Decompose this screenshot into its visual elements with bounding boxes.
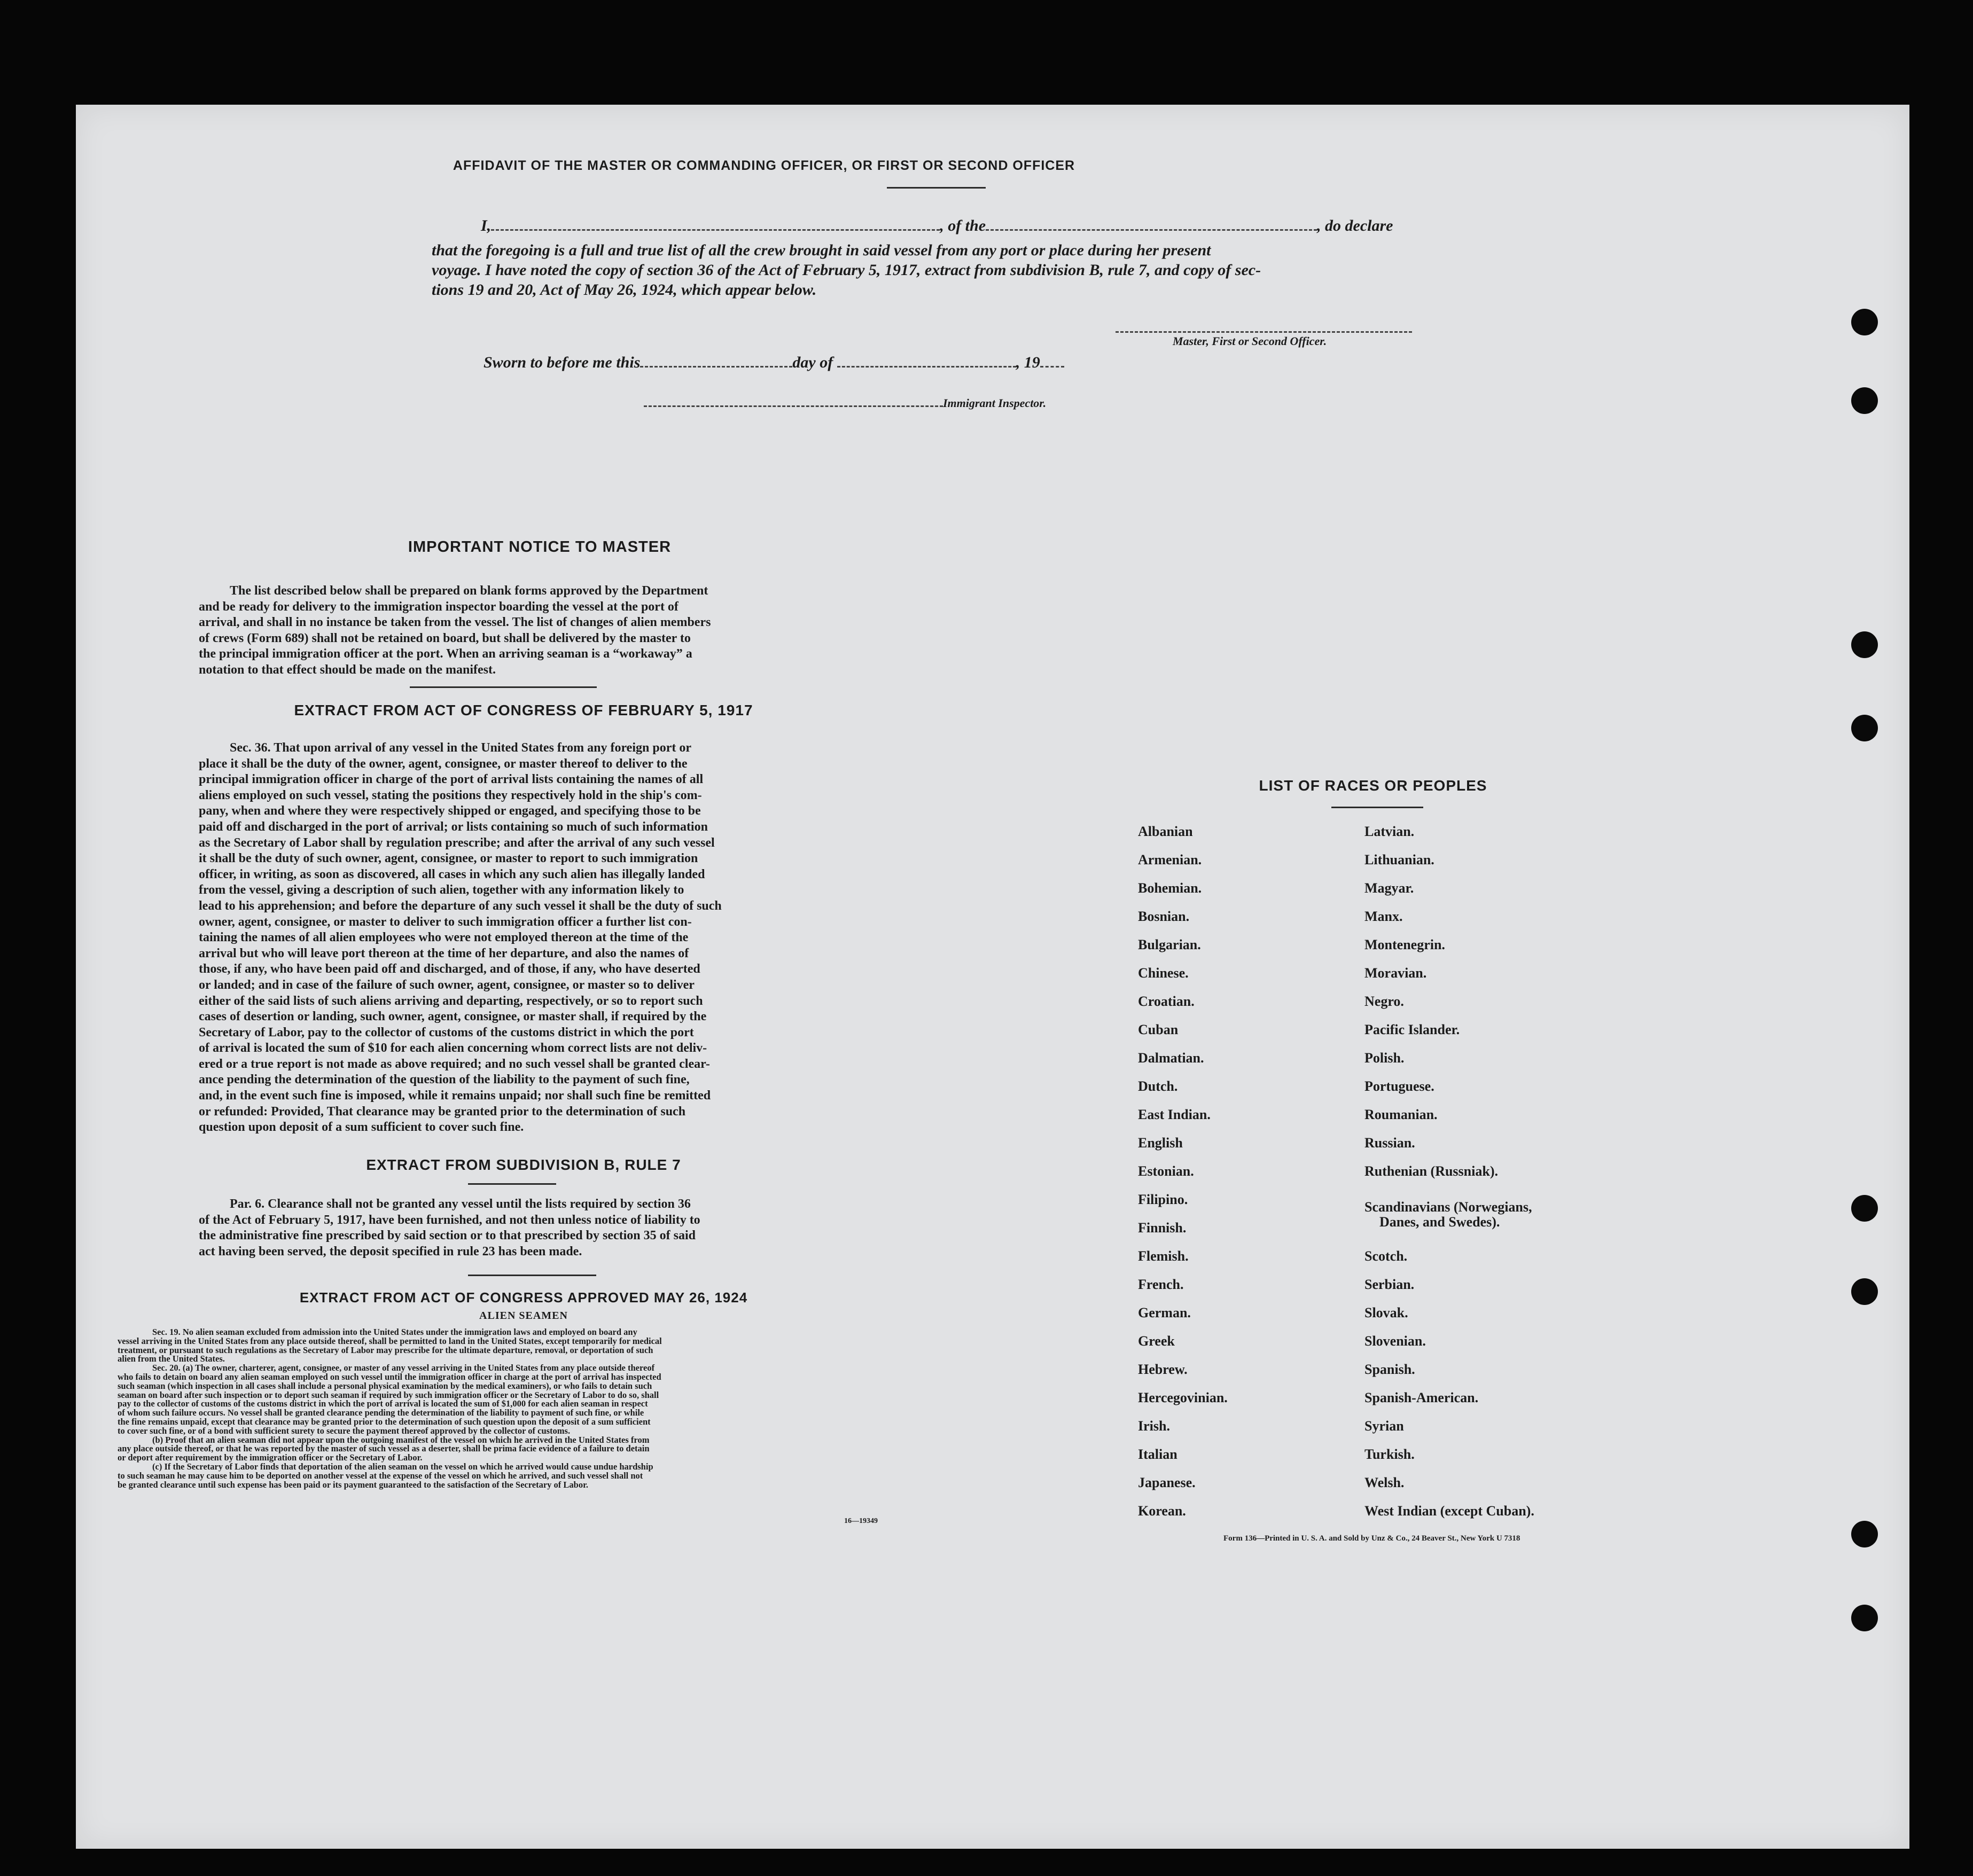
divider [887,187,986,189]
extract-1924-line: such seaman (which inspection in all cases shall include a personal physical examination by the medical examiners), or who fails to detain such [118,1380,652,1391]
race-item: Moravian. [1364,965,1427,981]
race-item: Spanish. [1364,1362,1415,1377]
extract-1924-line: who fails to detain on board any alien seaman employed on such vessel until the immigration officer in charge at the port of arrival has inspected [118,1371,661,1382]
extract-1924-line: Sec. 20. (a) The owner, charterer, agent, consignee, or master of any vessel arriving in the United States from any place outside thereof [152,1363,655,1373]
extract-1917-body [199,740,807,1136]
race-item-continued: Danes, and Swedes). [1379,1214,1500,1230]
notice-line: of crews (Form 689) shall not be retained on board, but shall be delivered by the master to [199,631,691,645]
race-item: Syrian [1364,1418,1404,1434]
extract-1917-line: officer, in writing, as soon as discovered, all cases in which any such alien has illegally landed [199,867,705,881]
race-item: Serbian. [1364,1277,1415,1292]
race-item: Finnish. [1138,1220,1187,1236]
race-item: Roumanian. [1364,1107,1438,1122]
extract-1924-line: to cover such fine, or of a bond with sufficient surety to secure the payment thereof approved by the collector of customs. [118,1425,571,1436]
sworn-day-field[interactable] [640,366,792,368]
divider [410,686,597,688]
race-item: Irish. [1138,1418,1170,1434]
vessel-name-field[interactable] [986,229,1317,231]
extract-1917-line: either of the said lists of such aliens arriving and departing, respectively, or so to report such [199,994,703,1008]
day-of-label: day of [792,354,833,371]
notice-line: arrival, and shall in no instance be taken from the vessel. The list of changes of alien members [199,615,711,629]
do-declare-label: , do declare [1317,217,1393,234]
punch-hole [1851,1278,1878,1305]
of-the-label: , of the [940,217,986,234]
year-label: , 19 [1016,354,1040,371]
race-item: Bosnian. [1138,909,1190,924]
sworn-month-field[interactable] [837,366,1016,368]
punch-hole [1851,1195,1878,1222]
race-item: Flemish. [1138,1248,1189,1264]
extract-rule7-line: act having been served, the deposit specified in rule 23 has been made. [199,1244,582,1259]
extract-1924-line: of whom such failure occurs. No vessel shall be granted clearance pending the determination of the liability to payment of such fine, or while [118,1408,644,1418]
race-item: Bulgarian. [1138,937,1201,952]
race-item: Filipino. [1138,1192,1188,1207]
notice-line: and be ready for delivery to the immigration inspector boarding the vessel at the port of [199,599,679,614]
extract-1917-line: and, in the event such fine is imposed, while it remains unpaid; nor shall such fine be remitted [199,1089,711,1103]
officer-name-field[interactable] [491,229,940,231]
race-item: Portuguese. [1364,1078,1434,1094]
inspector-label: Immigrant Inspector. [943,396,1047,410]
divider [468,1275,596,1276]
race-item: Russian. [1364,1135,1415,1151]
race-item: Hercegovinian. [1138,1390,1228,1405]
race-item: Japanese. [1138,1475,1196,1490]
master-signature-label: Master, First or Second Officer. [1173,334,1327,348]
punch-hole [1851,715,1878,741]
declaration-body [432,240,1447,300]
master-signature-field[interactable] [1116,331,1412,333]
punch-hole [1851,387,1878,414]
race-item: Albanian [1138,824,1193,839]
extract-1924-title: EXTRACT FROM ACT OF CONGRESS APPROVED MAY 26, 1924 [299,1289,748,1306]
race-item: Montenegrin. [1364,937,1445,952]
extract-1924-line: to such seaman he may cause him to be deported on another vessel at the expense of the vessel on which he arrived, and such vessel shall not [118,1470,643,1481]
race-item: Ruthenian (Russniak). [1364,1163,1498,1179]
notice-line: notation to that effect should be made on the manifest. [199,662,496,677]
extract-1924-line: (b) Proof that an alien seaman did not appear upon the outgoing manifest of the vessel on which he arrived in the United States from [152,1434,650,1445]
extract-1917-line: Secretary of Labor, pay to the collector of customs of the customs district in which the port [199,1025,694,1039]
race-item: Negro. [1364,994,1404,1009]
race-item: Estonian. [1138,1163,1194,1179]
extract-1924-line: treatment, or pursuant to such regulations as the Secretary of Labor may prescribe for the ultimate departure, removal, or deportation of such [118,1345,653,1355]
divider [1331,807,1423,808]
inspector-signature-field[interactable] [644,405,943,407]
race-item: Spanish-American. [1364,1390,1479,1405]
extract-1924-line: alien from the United States. [118,1354,225,1364]
extract-1924-subtitle: ALIEN SEAMEN [479,1310,568,1322]
race-item: Magyar. [1364,880,1414,896]
race-item: Bohemian. [1138,880,1202,896]
form-code: 16—19349 [844,1517,878,1525]
i-label: I, [481,217,492,234]
race-item: Slovak. [1364,1305,1408,1320]
punch-hole [1851,1605,1878,1631]
sworn-label: Sworn to before me this [483,354,641,371]
extract-1924-body [118,1328,891,1489]
race-item: Italian [1138,1447,1177,1462]
extract-1917-line: of arrival is located the sum of $10 for each alien concerning whom correct lists are not deliv- [199,1041,707,1056]
extract-1917-line: pany, when and where they were respectively shipped or engaged, and specifying those to be [199,804,701,818]
declaration-body-line: that the foregoing is a full and true list of all the crew brought in said vessel from any port or place during her present [432,241,1211,259]
extract-1917-line: cases of desertion or landing, such owner, agent, consignee, or master shall, if required by the [199,1010,707,1024]
extract-rule7-line: Par. 6. Clearance shall not be granted any vessel until the lists required by section 36 [230,1197,691,1211]
declaration-body-line: tions 19 and 20, Act of May 26, 1924, which appear below. [432,281,817,299]
declaration-line [481,217,1442,235]
race-item: Cuban [1138,1022,1179,1037]
extract-1917-line: aliens employed on such vessel, stating the positions they respectively hold in the ship's com- [199,788,702,802]
extract-1924-line: vessel arriving in the United States from any place outside thereof, shall be permitted to land in the United States, except temporarily for medical [118,1335,662,1346]
race-item: Chinese. [1138,965,1189,981]
race-item: Armenian. [1138,852,1202,867]
race-item: Dalmatian. [1138,1050,1204,1066]
extract-1924-line: be granted clearance until such expense has been paid or its payment guaranteed to the satisfaction of the Secretary of Labor. [118,1479,589,1490]
extract-1917-line: it shall be the duty of such owner, agent, consignee, or master to report to such immigration [199,851,698,866]
printer-imprint: Form 136—Printed in U. S. A. and Sold by Unz & Co., 24 Beaver St., New York U 7318 [1223,1534,1520,1543]
extract-rule7-line: the administrative fine prescribed by said section or to that prescribed by section 35 of said [199,1229,696,1243]
notice-line: the principal immigration officer at the port. When an arriving seaman is a “workaway” a [199,647,692,661]
punch-hole [1851,309,1878,335]
race-item: Latvian. [1364,824,1415,839]
race-item: Slovenian. [1364,1333,1426,1349]
extract-1917-line: or landed; and in case of the failure of such owner, agent, consignee, or master so to deliver [199,978,695,992]
race-item: Polish. [1364,1050,1405,1066]
extract-1924-line: pay to the collector of customs of the customs district in which the port of arrival is located the sum of $1,000 for each alien seaman in respect [118,1398,648,1409]
race-item: Welsh. [1364,1475,1405,1490]
extract-1917-line: taining the names of all alien employees who were not employed thereon at the time of the [199,931,689,945]
race-item: Greek [1138,1333,1175,1349]
race-item: German. [1138,1305,1191,1320]
extract-1917-line: Sec. 36. That upon arrival of any vessel in the United States from any foreign port or [230,741,691,755]
punch-hole [1851,631,1878,658]
extract-1917-line: ered or a true report is not made as above required; and no such vessel shall be granted clear- [199,1057,710,1071]
race-item: East Indian. [1138,1107,1211,1122]
races-title: LIST OF RACES OR PEOPLES [1259,777,1487,794]
extract-1917-line: arrival but who will leave port thereon at the time of her departure, and also the names of [199,946,689,960]
extract-1917-line: those, if any, who have been paid off and discharged, and of those, if any, who have deserted [199,962,700,976]
extract-rule7-body [199,1197,807,1260]
race-item: Turkish. [1364,1447,1415,1462]
race-item: Lithuanian. [1364,852,1434,867]
declaration-body-line: voyage. I have noted the copy of section 36 of the Act of February 5, 1917, extract from subdivision B, rule 7, and copy of sec- [432,261,1261,279]
extract-rule7-line: of the Act of February 5, 1917, have been furnished, and not then unless notice of liability to [199,1213,700,1227]
extract-1917-line: from the vessel, giving a description of such alien, together with any information likely to [199,883,684,897]
affidavit-title: AFFIDAVIT OF THE MASTER OR COMMANDING OFFICER, OR FIRST OR SECOND OFFICER [453,158,1075,173]
race-item: Scandinavians (Norwegians, [1364,1199,1532,1215]
divider [468,1183,556,1185]
inspector-line [644,396,1046,410]
extract-1924-line: or deport after requirement by the immigration officer or the Secretary of Labor. [118,1452,423,1463]
notice-line: The list described below shall be prepared on blank forms approved by the Department [230,584,708,598]
extract-1917-line: principal immigration officer in charge of the port of arrival lists containing the names of all [199,772,704,787]
extract-1924-line: (c) If the Secretary of Labor finds that deportation of the alien seaman on the vessel on which he arrived would cause undue hardship [152,1461,653,1472]
race-item: Korean. [1138,1503,1186,1519]
extract-1917-line: ance pending the determination of the question of the liability to the payment of such fine, [199,1073,690,1087]
extract-1924-line: seaman on board after such inspection or to deport such seaman if required by such immigration officer or the Secretary of Labor to do so, shall [118,1389,659,1400]
sworn-year-field[interactable] [1040,366,1064,368]
extract-1917-line: as the Secretary of Labor shall by regulation prescribe; and after the arrival of any such vessel [199,835,715,850]
race-item: Manx. [1364,909,1403,924]
race-item: Hebrew. [1138,1362,1188,1377]
extract-1917-line: owner, agent, consignee, or master to deliver to such immigration officer a further list con- [199,914,692,929]
notice-title: IMPORTANT NOTICE TO MASTER [408,538,672,556]
sworn-line [483,354,1064,372]
extract-rule7-title: EXTRACT FROM SUBDIVISION B, RULE 7 [366,1156,681,1173]
race-item: West Indian (except Cuban). [1364,1503,1534,1519]
race-item: Dutch. [1138,1078,1178,1094]
extract-1924-line: Sec. 19. No alien seaman excluded from admission into the United States under the immigration laws and employed on board any [152,1327,637,1337]
extract-1924-line: any place outside thereof, or that he was reported by the master of such vessel as a deserter, shall be prima facie evidence of a failure to detain [118,1443,650,1454]
extract-1917-line: paid off and discharged in the port of arrival; or lists containing so much of such information [199,819,708,834]
race-item: English [1138,1135,1183,1151]
extract-1917-line: or refunded: Provided, That clearance may be granted prior to the determination of such [199,1104,686,1119]
extract-1917-line: lead to his apprehension; and before the departure of any such vessel it shall be the duty of such [199,898,722,913]
extract-1924-line: the fine remains unpaid, except that clearance may be granted prior to the determination of such question upon the deposit of a sum sufficient [118,1416,651,1427]
extract-1917-line: place it shall be the duty of the owner, agent, consignee, or master thereof to deliver to the [199,756,688,771]
notice-body [199,583,807,678]
race-item: Scotch. [1364,1248,1408,1264]
extract-1917-line: question upon deposit of a sum sufficient to cover such fine. [199,1120,524,1135]
race-item: Croatian. [1138,994,1195,1009]
race-item: French. [1138,1277,1184,1292]
extract-1917-title: EXTRACT FROM ACT OF CONGRESS OF FEBRUARY 5, 1917 [294,702,753,718]
punch-hole [1851,1521,1878,1547]
race-item: Pacific Islander. [1364,1022,1460,1037]
